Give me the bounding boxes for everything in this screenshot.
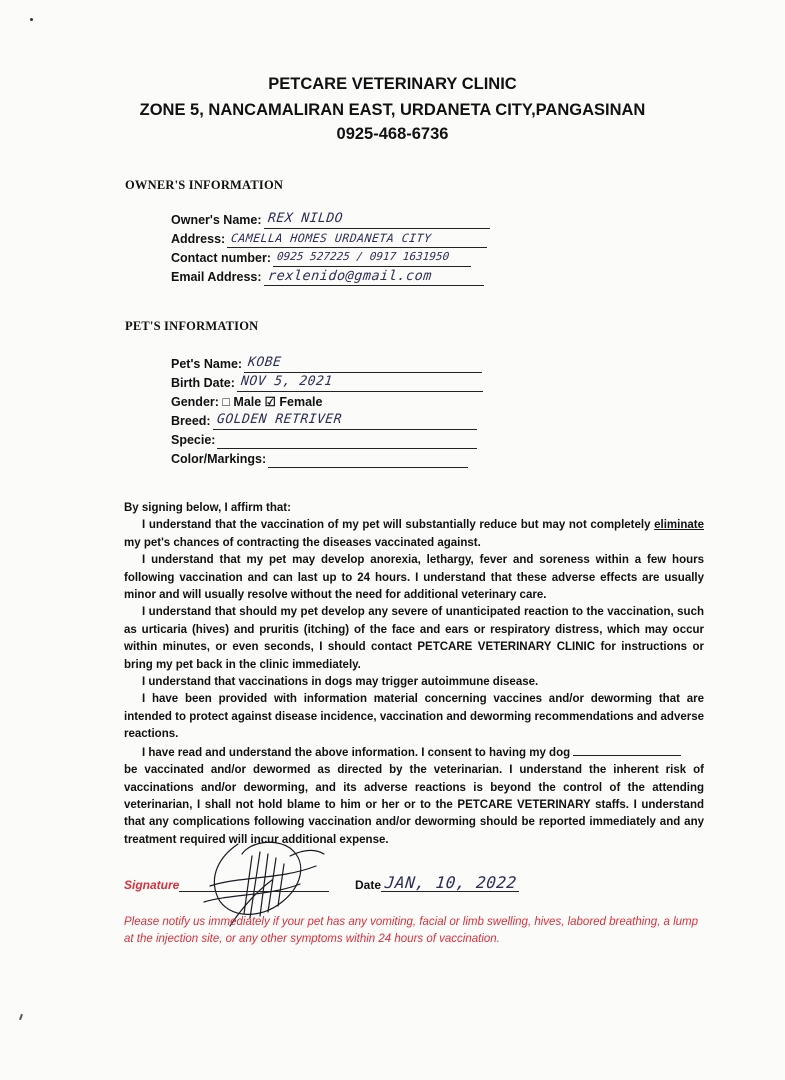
date-field[interactable]: [355, 873, 519, 892]
owner-address-field[interactable]: [171, 230, 487, 248]
pet-color-label: Color/Markings:: [171, 452, 267, 466]
owner-name-line: [264, 212, 490, 229]
pet-gender-field[interactable]: [171, 393, 322, 411]
signature-line: [179, 879, 329, 892]
consent-paragraph-3: I understand that should my pet develop any severe of unanticipated reaction to the vaccination, such as urticaria (hives) and pruritis (itching) of the face and ears or respiratory distress, which may occur within minutes, or even seconds, I should contact PETCARE VETERINARY CLINIC for instructions or bring my pet back in the clinic immediately.: [124, 606, 704, 671]
owner-contact-field[interactable]: [171, 249, 471, 267]
scan-mark: [19, 1014, 23, 1020]
pet-breed-line: [213, 413, 477, 430]
pet-specie-line: [217, 432, 477, 449]
eliminate-word: eliminate: [654, 519, 704, 532]
pet-birth-value: NOV 5, 2021: [240, 374, 334, 389]
pet-color-field[interactable]: [171, 450, 468, 468]
clinic-phone: 0925-468-6736: [336, 125, 449, 143]
pet-gender-label: Gender: □ Male ☑ Female: [171, 395, 323, 409]
date-value: JAN, 10, 2022: [384, 873, 518, 892]
owner-email-value: rexlenido@gmail.com: [266, 268, 433, 284]
owner-name-field[interactable]: [171, 211, 490, 229]
pet-color-line: [268, 451, 468, 468]
owner-address-value: CAMELLA HOMES URDANETA CITY: [230, 231, 433, 245]
date-label: Date: [355, 878, 382, 892]
notice-text: Please notify us immediately if your pet has any vomiting, facial or limb swelling, hives, labored breathing, a lump at the injection site, or any other symptoms within 24 hours of vaccination.: [124, 916, 699, 945]
signature-label: Signature: [124, 878, 180, 892]
owner-address-line: [227, 231, 487, 248]
pet-name-value: KOBE: [247, 355, 283, 370]
consent-text: [124, 500, 704, 849]
pet-breed-value: GOLDEN RETRIVER: [215, 412, 343, 427]
consent-paragraph-6b: be vaccinated and/or dewormed as directed by the veterinarian. I understand the inherent risk of vaccinations and/or deworming, and its adverse reactions is beyond the control of the attending veterinarian, I shall not hold blame to him or her or to the PETCARE VETERINARY staffs. I understand that any complications following vaccination and/or deworming should be reported immediately and any treatment required will incur additional expense.: [124, 764, 704, 846]
owner-section-title: OWNER'S INFORMATION: [125, 178, 284, 192]
owner-name-label: Owner's Name:: [171, 213, 262, 227]
consent-paragraph-2: I understand that my pet may develop anorexia, lethargy, fever and soreness within a few hours following vaccination and can last up to 24 hours. I understand that these adverse effects are usually minor and will usually resolve without the need for additional veterinary care.: [124, 554, 704, 602]
consent-intro: By signing below, I affirm that:: [124, 502, 291, 514]
clinic-name: PETCARE VETERINARY CLINIC: [268, 75, 517, 93]
pet-breed-label: Breed:: [171, 414, 211, 428]
date-line: [381, 873, 519, 892]
pet-name-label: Pet's Name:: [171, 357, 243, 371]
pet-birth-label: Birth Date:: [171, 376, 235, 390]
consent-paragraph-5: I have been provided with information material concerning vaccines and/or deworming that are intended to protect against disease incidence, vaccination and deworming recommendations and adverse reactions.: [124, 693, 704, 741]
owner-email-label: Email Address:: [171, 270, 262, 284]
pet-birth-line: [237, 375, 483, 392]
pet-specie-label: Specie:: [171, 433, 216, 447]
clinic-address: ZONE 5, NANCAMALIRAN EAST, URDANETA CITY,PANGASINAN: [139, 101, 646, 119]
consent-paragraph-4: I understand that vaccinations in dogs may trigger autoimmune disease.: [142, 676, 539, 689]
owner-contact-value: 0925 527225 / 0917 1631950: [276, 250, 450, 263]
owner-email-field[interactable]: [171, 268, 484, 286]
owner-email-line: [264, 269, 484, 286]
pet-name-line: [244, 356, 482, 373]
pet-birth-field[interactable]: [171, 374, 483, 392]
owner-address-label: Address:: [171, 232, 226, 246]
pet-breed-field[interactable]: [171, 412, 477, 430]
owner-contact-label: Contact number:: [171, 251, 271, 265]
signature-field[interactable]: [124, 878, 329, 892]
pet-specie-field[interactable]: [171, 431, 477, 449]
owner-name-value: REX NILDO: [266, 211, 344, 226]
pet-section-title: PET'S INFORMATION: [125, 319, 259, 333]
consent-paragraph-1: I understand that the vaccination of my pet will substantially reduce but may not completely eliminate my pet's chances of contracting the diseases vaccinated against.: [124, 519, 704, 549]
consent-paragraph-6a: I have read and understand the above information. I consent to having my dog: [124, 744, 704, 762]
dog-name-blank[interactable]: [573, 744, 681, 756]
scan-speck: [30, 18, 33, 21]
owner-contact-line: [273, 250, 471, 267]
pet-name-field[interactable]: [171, 355, 482, 373]
